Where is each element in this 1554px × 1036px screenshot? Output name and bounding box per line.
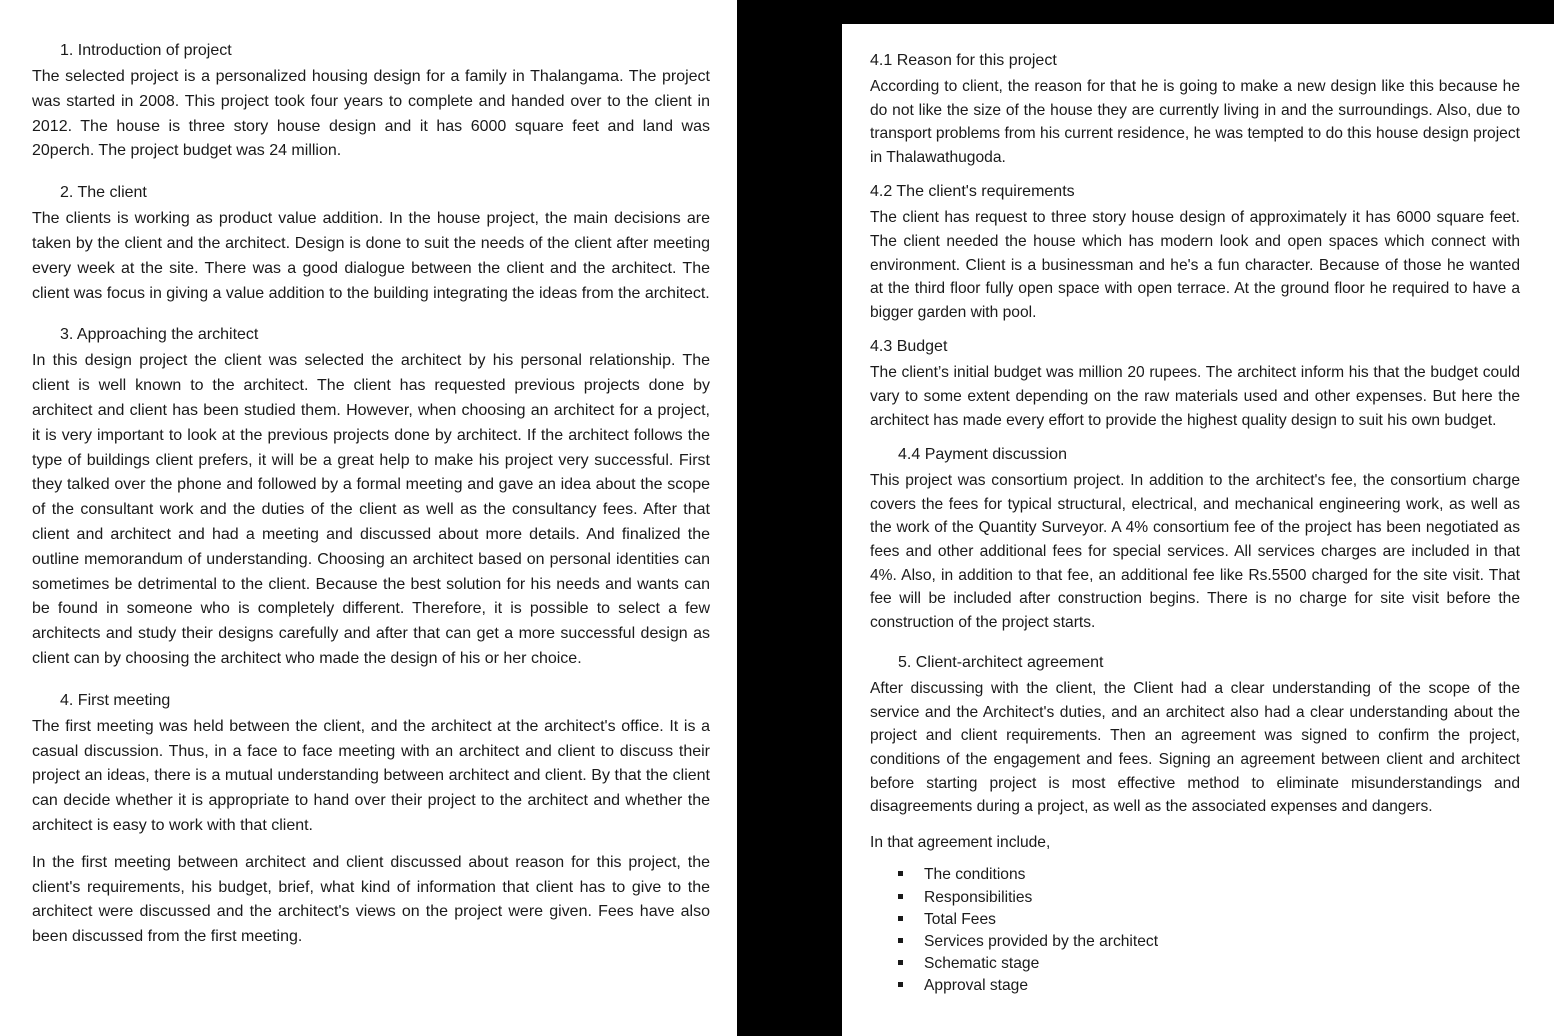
introduction-paragraph: The selected project is a personalized housing design for a family in Thalangama. The project was started in 2008. This project took four years to complete and handed over to the client in 2012. The house is three story house design and it has 6000 square feet and land was 20perch. The project budget was 24 million. <box>32 68 710 160</box>
section-heading-client: 2. The client <box>60 184 147 202</box>
first-meeting-paragraph-1: The first meeting was held between the client, and the architect at the architect's office. It is a casual discussion. Thus, in a face to face meeting with an architect and client to discuss their project an ideas, there is a mutual understanding between architect and client. By that the client can decide whether it is appropriate to hand over their project to the architect and whether the architect is easy to work with that client. <box>32 717 710 834</box>
first-meeting-paragraph-2: In the first meeting between architect and client discussed about reason for this project, the client's requirements, his budget, brief, what kind of information that client has to give to the architect were discussed and the architect's views on the project were given. Fees have also been discussed from the first meeting. <box>32 853 710 946</box>
agreement-intro: In that agreement include, <box>870 833 1051 851</box>
bullet-icon <box>898 975 924 997</box>
left-page <box>0 0 737 1036</box>
reason-paragraph: According to client, the reason for that he is going to make a new design like this because he do not like the size of the house they are currently living in and the surroundings. Also, due to transport problems from his current residence, he was tempted to do this house design project in Thalawathugoda. <box>870 78 1520 166</box>
list-item: Responsibilities <box>898 887 1520 909</box>
bullet-icon <box>898 909 924 931</box>
bullet-icon <box>898 864 924 886</box>
requirements-paragraph: The client has request to three story house design of approximately it has 6000 square feet. The client needed the house which has modern look and open spaces which connect with environment. Client is a businessman and he's a fun character. Because of those he wanted at the third floor fully open space with open terrace. At the ground floor he required to have a bigger garden with pool. <box>870 209 1520 321</box>
bullet-icon <box>898 887 924 909</box>
section-heading-requirements: 4.2 The client's requirements <box>870 183 1075 201</box>
section-heading-reason: 4.1 Reason for this project <box>870 52 1057 69</box>
budget-paragraph: The client’s initial budget was million 20 rupees. The architect inform his that the budget could vary to some extent depending on the raw materials used and other expenses. But here the architect has made every effort to provide the highest quality design to suit his own budget. <box>870 364 1520 429</box>
section-heading-first-meeting: 4. First meeting <box>60 691 171 709</box>
list-item: The conditions <box>898 864 1520 886</box>
agreement-list <box>870 864 1520 997</box>
list-item: Services provided by the architect <box>898 931 1520 953</box>
client-paragraph: The clients is working as product value addition. In the house project, the main decisions are taken by the client and the architect. Design is done to suit the needs of the client after meeting every week at the site. There was a good dialogue between the client and the architect. The client was focus in giving a value addition to the building integrating the ideas from the architect. <box>32 210 710 302</box>
section-heading-introduction: 1. Introduction of project <box>60 42 232 59</box>
section-heading-agreement: 5. Client-architect agreement <box>898 654 1104 672</box>
right-page <box>842 24 1554 1036</box>
agreement-paragraph: After discussing with the client, the Client had a clear understanding of the scope of the service and the Architect's duties, and an architect also had a clear understanding about the project and client requirements. Then an agreement was signed to confirm the project, conditions of the engagement and fees. Signing an agreement between client and architect before starting project is most effective method to eliminate misunderstandings and disagreements during a project, as well as the associated expenses and dangers. <box>870 680 1520 816</box>
bullet-icon <box>898 931 924 953</box>
payment-paragraph: This project was consortium project. In addition to the architect's fee, the consortium charge covers the fees for typical structural, electrical, and mechanical engineering work, as well as the work of the Quantity Surveyor. A 4% consortium fee of the project has been negotiated as fees and other additional fees for special services. All services charges are included in that 4%. Also, in addition to that fee, an additional fee like Rs.5500 charged for the site visit. That fee will be included after construction begins. There is no charge for site visit before the construction of the project starts. <box>870 472 1520 631</box>
list-item: Schematic stage <box>898 953 1520 975</box>
list-item: Total Fees <box>898 909 1520 931</box>
section-heading-payment: 4.4 Payment discussion <box>898 446 1067 464</box>
bullet-icon <box>898 953 924 975</box>
section-heading-budget: 4.3 Budget <box>870 338 948 356</box>
approaching-paragraph: In this design project the client was selected the architect by his personal relationship. The client is well known to the architect. The client has requested previous projects done by architect and client has been studied them. However, when choosing an architect for a project, it is very important to look at the previous projects done by architect. If the architect follows the type of buildings client prefers, it will be a great help to make his project very successful. First they talked over the phone and followed by a formal meeting and gave an idea about the scope of the consultant work and the duties of the client as well as the consultancy fees. After that client and architect and had a meeting and discussed about more details. And finalized the outline memorandum of understanding. Choosing an architect based on personal identities can sometimes be detrimental to the client. Because the best solution for his needs and wants can be found in someone who is completely different. Therefore, it is possible to select a few architects and study their designs carefully and after that can get a more successful design as client can by choosing the architect who made the design of his or her choice. <box>32 352 710 667</box>
list-item: Approval stage <box>898 975 1520 997</box>
section-heading-approaching: 3. Approaching the architect <box>60 326 259 344</box>
